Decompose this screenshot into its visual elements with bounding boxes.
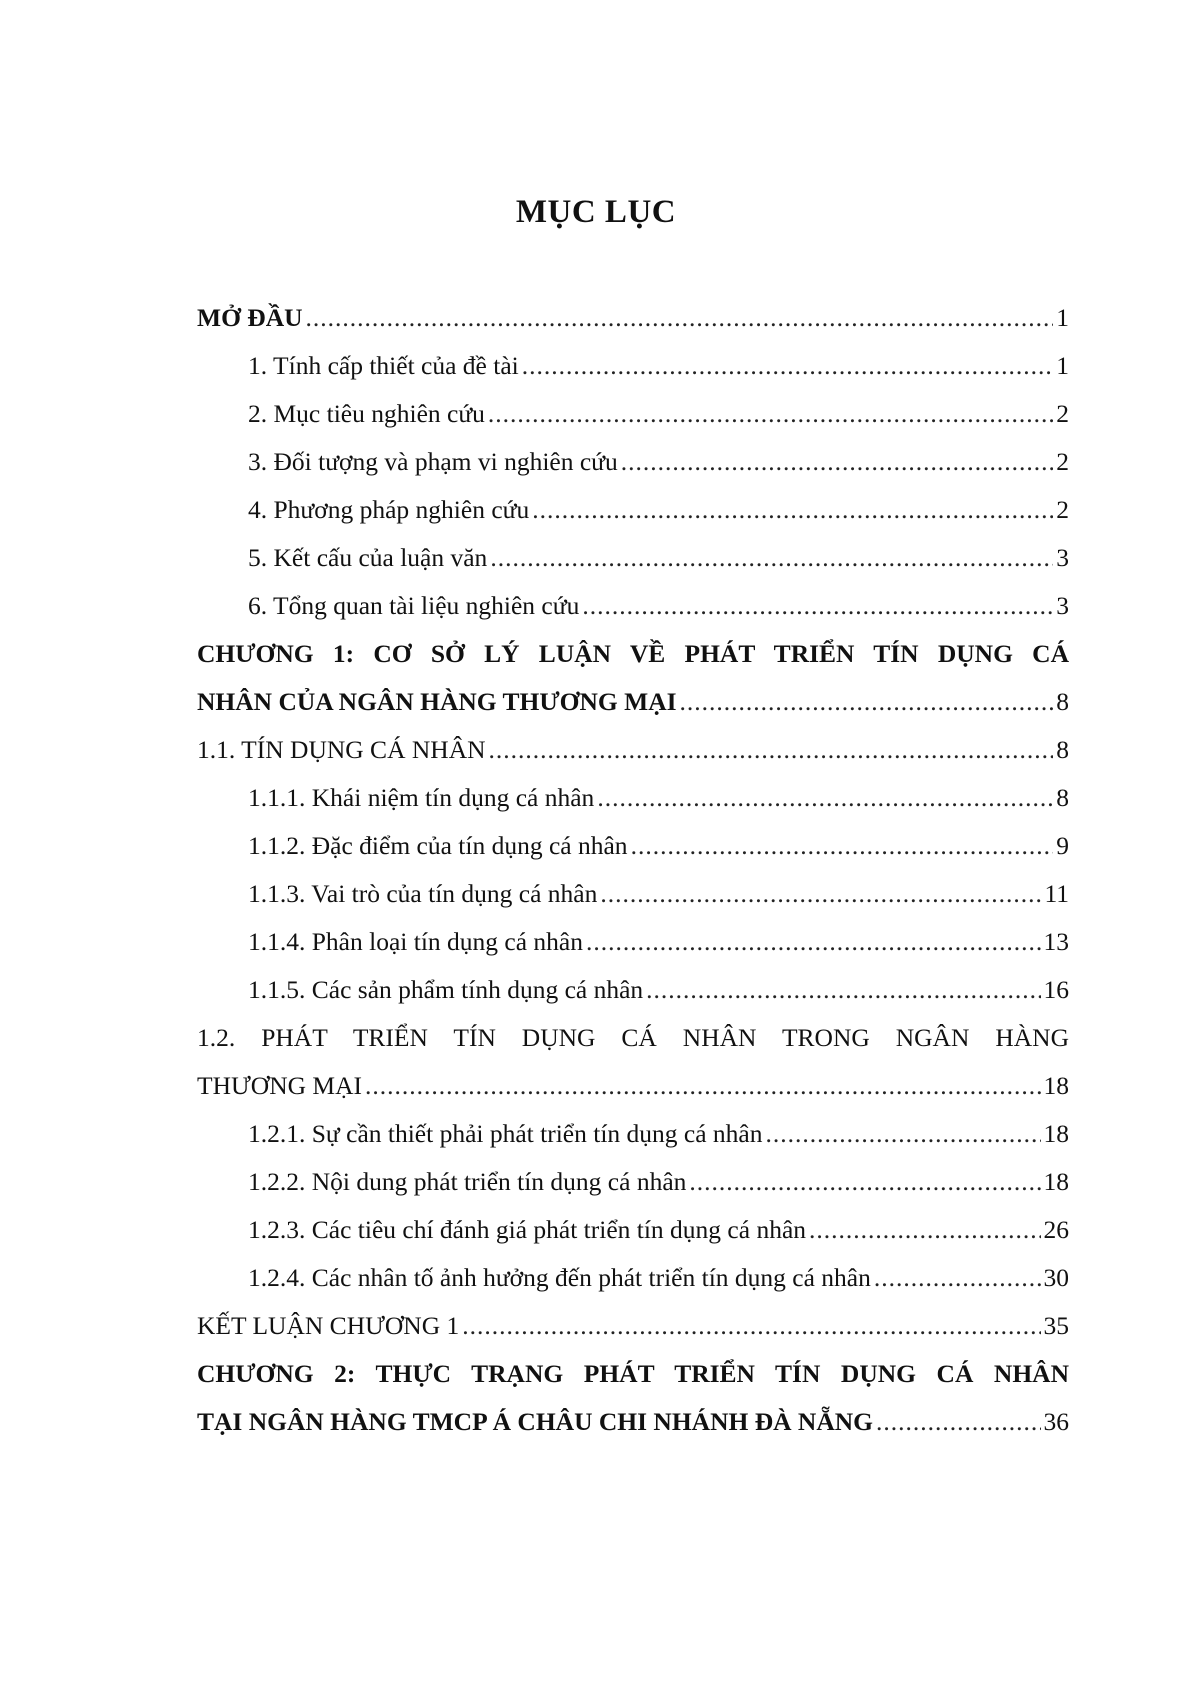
dot-leader [874, 1254, 1041, 1302]
toc-entry-text: CHƯƠNG 2: THỰC TRẠNG PHÁT TRIỂN TÍN DỤNG CÁ NHÂN [197, 1359, 1069, 1388]
toc-entry-text: 1.1.2. Đặc điểm của tín dụng cá nhân [248, 831, 628, 860]
toc-page-number: 13 [1043, 927, 1069, 956]
dot-leader [621, 438, 1054, 486]
toc-entry-chapter-2 [197, 1398, 1069, 1446]
toc-page-number: 2 [1056, 495, 1069, 524]
toc-entry [197, 438, 1069, 486]
toc-entry [197, 774, 1069, 822]
toc-entry-text: 4. Phương pháp nghiên cứu [248, 495, 530, 524]
toc-chapter-heading-line [197, 1350, 1069, 1398]
toc-entry-text: KẾT LUẬN CHƯƠNG 1 [197, 1311, 460, 1340]
toc-entry [197, 1206, 1069, 1254]
toc-entry [197, 1158, 1069, 1206]
toc-page-number: 2 [1056, 447, 1069, 476]
dot-leader [488, 390, 1053, 438]
toc-chapter-heading-line [197, 630, 1069, 678]
toc-entry-text: 1. Tính cấp thiết của đề tài [248, 351, 519, 380]
toc-page-number: 30 [1043, 1263, 1069, 1292]
dot-leader [462, 1302, 1040, 1350]
toc-page-number: 36 [1043, 1407, 1069, 1436]
toc-entry [197, 486, 1069, 534]
toc-entry-text: 3. Đối tượng và phạm vi nghiên cứu [248, 447, 618, 476]
toc-page-number: 11 [1044, 879, 1069, 908]
dot-leader [597, 774, 1053, 822]
dot-leader [365, 1062, 1041, 1110]
toc-entry-text: 1.1.1. Khái niệm tín dụng cá nhân [248, 783, 595, 812]
table-of-contents [197, 294, 1069, 1446]
toc-entry-text: 1.2.2. Nội dung phát triển tín dụng cá nhân [248, 1167, 687, 1196]
toc-page-number: 3 [1056, 543, 1069, 572]
toc-entry [197, 1254, 1069, 1302]
toc-page-number: 16 [1043, 975, 1069, 1004]
page-title: MỤC LỤC [515, 194, 677, 230]
toc-entry [197, 870, 1069, 918]
dot-leader [680, 678, 1054, 726]
dot-leader [809, 1206, 1040, 1254]
dot-leader [490, 534, 1053, 582]
dot-leader [489, 726, 1054, 774]
toc-entry-text: MỞ ĐẦU [197, 303, 303, 332]
toc-entry-text: NHÂN CỦA NGÂN HÀNG THƯƠNG MẠI [197, 687, 677, 716]
toc-entry-text: 1.2.1. Sự cần thiết phải phát triển tín dụng cá nhân [248, 1119, 763, 1148]
toc-entry [197, 342, 1069, 390]
toc-section-heading-line [197, 1014, 1069, 1062]
toc-page-number: 2 [1056, 399, 1069, 428]
toc-entry [197, 534, 1069, 582]
toc-entry [197, 390, 1069, 438]
toc-page-number: 3 [1056, 591, 1069, 620]
toc-page-number: 35 [1043, 1311, 1069, 1340]
toc-page-number: 8 [1056, 687, 1069, 716]
toc-entry-section [197, 1302, 1069, 1350]
toc-entry-text: 6. Tổng quan tài liệu nghiên cứu [248, 591, 580, 620]
toc-entry [197, 822, 1069, 870]
toc-page-number: 8 [1056, 783, 1069, 812]
dot-leader [532, 486, 1053, 534]
toc-entry [197, 582, 1069, 630]
toc-entry [197, 966, 1069, 1014]
toc-entry [197, 1110, 1069, 1158]
toc-entry-text: 2. Mục tiêu nghiên cứu [248, 399, 485, 428]
toc-entry-text: CHƯƠNG 1: CƠ SỞ LÝ LUẬN VỀ PHÁT TRIỂN TÍN DỤNG CÁ [197, 639, 1069, 668]
toc-page-number: 9 [1056, 831, 1069, 860]
dot-leader [646, 966, 1040, 1014]
dot-leader [582, 582, 1053, 630]
toc-page-number: 8 [1056, 735, 1069, 764]
toc-entry-section [197, 1062, 1069, 1110]
toc-page-number: 18 [1043, 1167, 1069, 1196]
toc-entry-text: 1.1.5. Các sản phẩm tính dụng cá nhân [248, 975, 644, 1004]
dot-leader [306, 294, 1054, 342]
toc-entry-text: 1.2.3. Các tiêu chí đánh giá phát triển tín dụng cá nhân [248, 1215, 807, 1244]
toc-entry-text: THƯƠNG MẠI [197, 1071, 362, 1100]
toc-page-number: 1 [1056, 351, 1069, 380]
toc-entry-section [197, 726, 1069, 774]
toc-entry-text: 5. Kết cấu của luận văn [248, 543, 488, 572]
toc-entry-text: 1.1.3. Vai trò của tín dụng cá nhân [248, 879, 598, 908]
toc-entry-text: 1.2. PHÁT TRIỂN TÍN DỤNG CÁ NHÂN TRONG NGÂN HÀNG [197, 1023, 1069, 1052]
dot-leader [600, 870, 1041, 918]
dot-leader [522, 342, 1054, 390]
toc-entry-text: 1.1. TÍN DỤNG CÁ NHÂN [197, 735, 486, 764]
dot-leader [586, 918, 1041, 966]
dot-leader [631, 822, 1054, 870]
toc-entry [197, 918, 1069, 966]
toc-page-number: 18 [1043, 1119, 1069, 1148]
dot-leader [689, 1158, 1040, 1206]
dot-leader [766, 1110, 1041, 1158]
toc-entry-text: 1.1.4. Phân loại tín dụng cá nhân [248, 927, 583, 956]
toc-page-number: 1 [1056, 303, 1069, 332]
toc-entry-chapter-1 [197, 678, 1069, 726]
dot-leader [876, 1398, 1041, 1446]
toc-page-number: 18 [1043, 1071, 1069, 1100]
toc-entry-mo-dau [197, 294, 1069, 342]
toc-page-number: 26 [1043, 1215, 1069, 1244]
toc-entry-text: 1.2.4. Các nhân tố ảnh hưởng đến phát triển tín dụng cá nhân [248, 1263, 871, 1292]
toc-entry-text: TẠI NGÂN HÀNG TMCP Á CHÂU CHI NHÁNH ĐÀ NẴNG [197, 1407, 873, 1436]
